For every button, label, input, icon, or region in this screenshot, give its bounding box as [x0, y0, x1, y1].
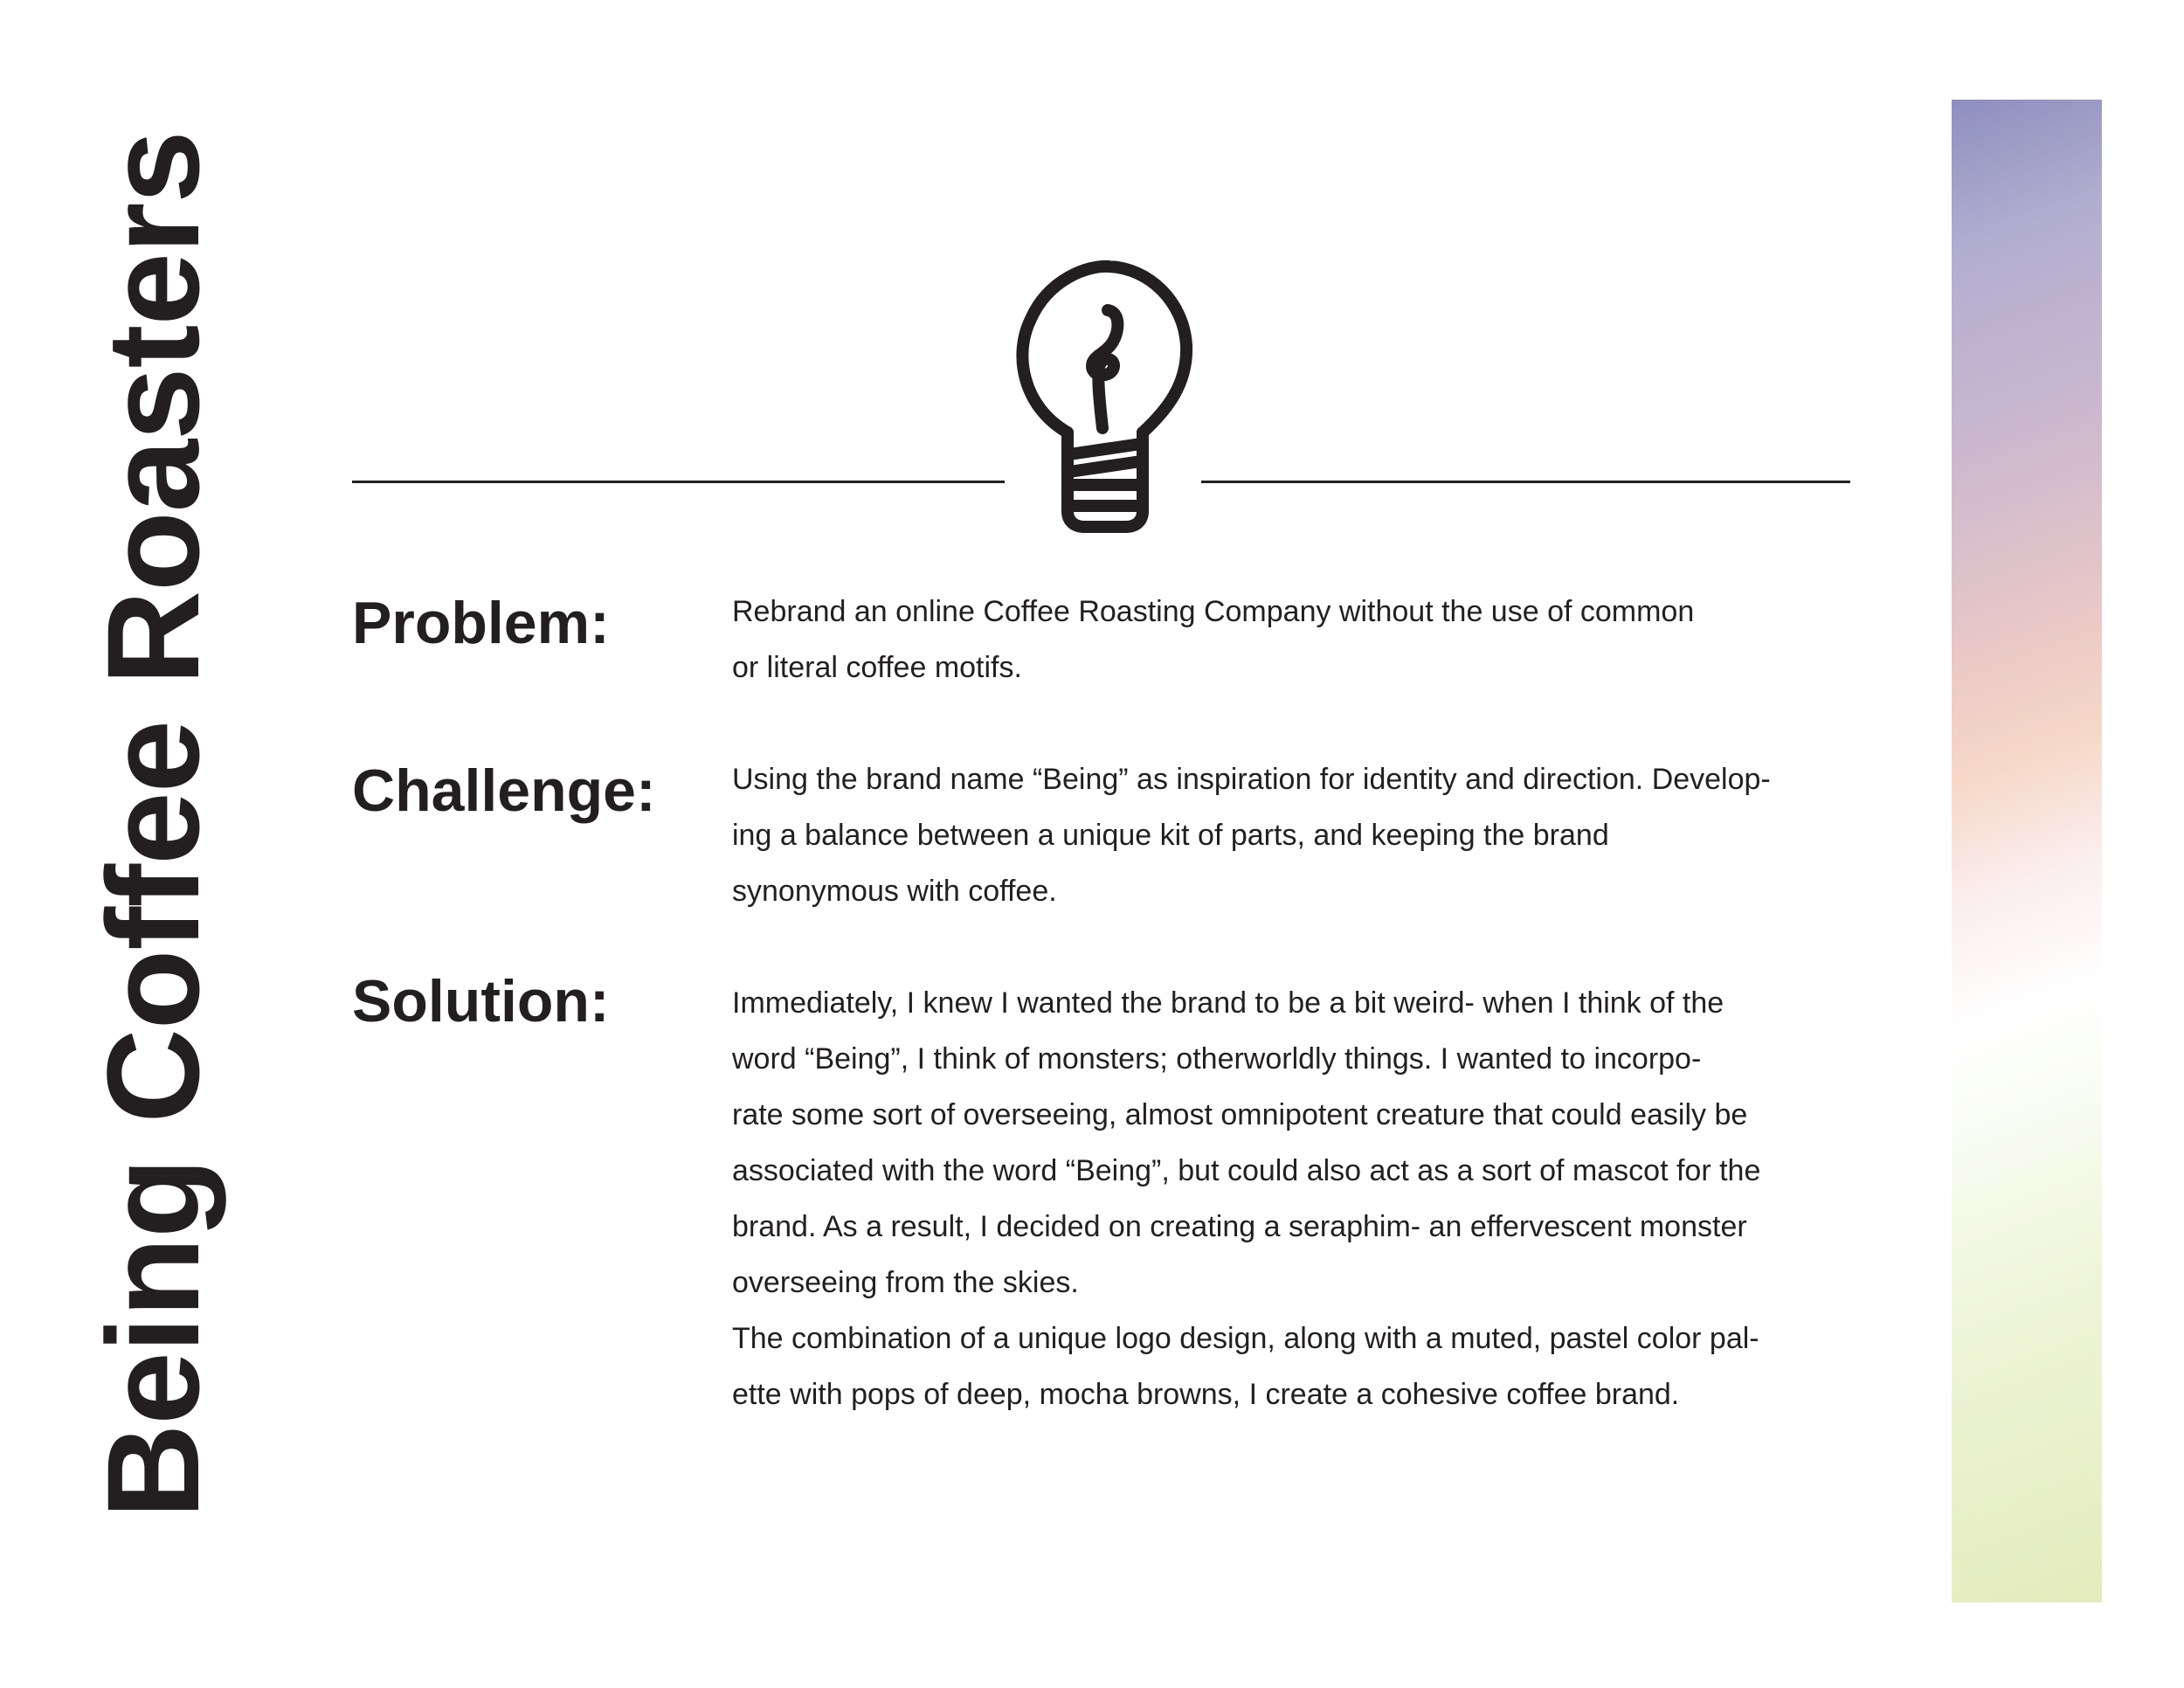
- solution-line: word “Being”, I think of monsters; otherworldly things. I wanted to incorpo-: [732, 1042, 1702, 1076]
- vertical-title-wrapper: [79, 94, 227, 1519]
- challenge-line: ing a balance between a unique kit of parts, and keeping the brand: [732, 819, 1609, 852]
- problem-line: Rebrand an online Coffee Roasting Company without the use of common: [732, 595, 1695, 628]
- solution-line: rate some sort of overseeing, almost omnipotent creature that could easily be: [732, 1098, 1748, 1131]
- problem-text: [732, 584, 1868, 695]
- challenge-line: synonymous with coffee.: [732, 875, 1057, 908]
- solution-line: ette with pops of deep, mocha browns, I create a cohesive coffee brand.: [732, 1378, 1680, 1411]
- solution-line: The combination of a unique logo design, along with a muted, pastel color pal-: [732, 1322, 1759, 1355]
- solution-text: [732, 975, 1868, 1422]
- solution-line: overseeing from the skies.: [732, 1266, 1079, 1299]
- gradient-color-bar: [1952, 100, 2102, 1602]
- problem-line: or literal coffee motifs.: [732, 651, 1022, 684]
- solution-line: brand. As a result, I decided on creating a seraphim- an effervescent monster: [732, 1210, 1747, 1243]
- solution-line: Immediately, I knew I wanted the brand to be a bit weird- when I think of the: [732, 986, 1724, 1020]
- challenge-line: Using the brand name “Being” as inspiration for identity and direction. Develop-: [732, 763, 1771, 796]
- challenge-text: [732, 751, 1868, 919]
- page-title: Being Coffee Roasters: [79, 131, 226, 1519]
- solution-label: Solution:: [352, 968, 610, 1034]
- problem-label: Problem:: [352, 590, 610, 656]
- lightbulb-icon: [1005, 258, 1201, 546]
- challenge-label: Challenge:: [352, 758, 656, 824]
- solution-line: associated with the word “Being”, but could also act as a sort of mascot for the: [732, 1154, 1761, 1187]
